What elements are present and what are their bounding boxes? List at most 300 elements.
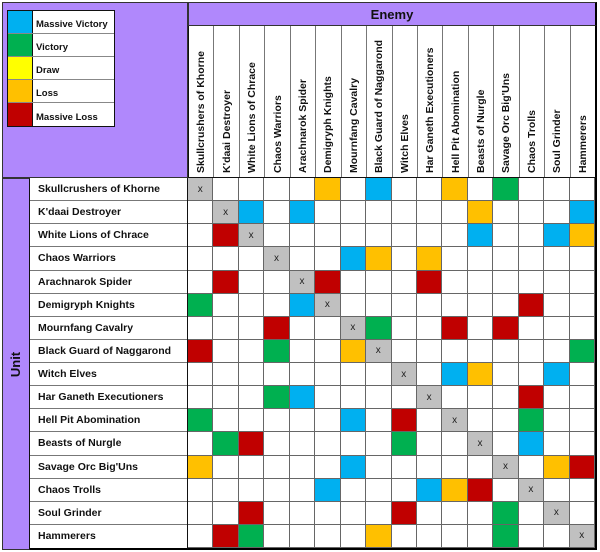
matchup-cell	[239, 502, 264, 525]
matchup-cell	[417, 502, 442, 525]
legend-swatch	[8, 103, 33, 126]
unit-row-header: Savage Orc Big'Uns	[30, 456, 187, 479]
matchup-cell	[493, 409, 518, 432]
matchup-cell	[290, 178, 315, 201]
unit-row-header: Mournfang Cavalry	[30, 317, 187, 340]
legend	[7, 10, 115, 127]
matchup-cell	[290, 479, 315, 502]
matchup-cell	[188, 340, 213, 363]
matchup-cell	[315, 502, 340, 525]
matchup-cell: x	[264, 247, 289, 270]
matchup-cell	[290, 317, 315, 340]
matchup-cell	[366, 201, 391, 224]
enemy-column-label: Hell Pit Abomination	[449, 70, 462, 173]
matchup-cell	[315, 201, 340, 224]
enemy-column-label: Soul Grinder	[551, 109, 564, 173]
matchup-cell	[188, 271, 213, 294]
matchup-cell	[213, 247, 238, 270]
matchup-cell	[188, 294, 213, 317]
matchup-cell	[264, 363, 289, 386]
matchup-cell	[392, 432, 417, 455]
matchup-cell	[315, 224, 340, 247]
matchup-cell	[468, 409, 493, 432]
unit-row-header: Chaos Trolls	[30, 479, 187, 502]
matchup-cell	[544, 201, 569, 224]
matchup-cell	[392, 294, 417, 317]
matchup-cell	[341, 479, 366, 502]
matchup-cell	[239, 178, 264, 201]
matchup-cell	[493, 502, 518, 525]
matchup-cell	[366, 386, 391, 409]
enemy-column-header	[290, 26, 315, 177]
matchup-cell	[442, 271, 467, 294]
matchup-cell	[544, 317, 569, 340]
matchup-cell	[468, 271, 493, 294]
matchup-cell	[366, 525, 391, 548]
matchup-cell	[239, 386, 264, 409]
matchup-cell	[519, 409, 544, 432]
matchup-cell	[544, 456, 569, 479]
matchup-cell	[519, 432, 544, 455]
unit-row-header: K'daai Destroyer	[30, 201, 187, 224]
matchup-cell	[442, 317, 467, 340]
matchup-cell	[519, 502, 544, 525]
matchup-cell	[341, 525, 366, 548]
enemy-column-label: Black Guard of Naggarond	[373, 39, 386, 173]
matchup-cell	[442, 294, 467, 317]
unit-row-header: Chaos Warriors	[30, 247, 187, 270]
legend-label: Massive Loss	[36, 112, 98, 123]
matchup-cell	[188, 201, 213, 224]
matchup-cell	[213, 456, 238, 479]
unit-row-header: Skullcrushers of Khorne	[30, 178, 187, 201]
matchup-cell	[315, 409, 340, 432]
matchup-cell	[188, 456, 213, 479]
matchup-cell	[570, 201, 595, 224]
matchup-cell	[519, 363, 544, 386]
legend-label: Massive Victory	[36, 19, 108, 30]
matchup-cell	[468, 456, 493, 479]
matchup-cell	[264, 502, 289, 525]
matchup-cell	[442, 178, 467, 201]
matchup-cell	[570, 456, 595, 479]
matchup-cell	[264, 525, 289, 548]
matchup-cell	[392, 386, 417, 409]
matchup-cell	[366, 271, 391, 294]
enemy-column-headers	[188, 26, 597, 178]
matchup-cell	[188, 502, 213, 525]
legend-item	[8, 11, 114, 34]
matchup-cell	[392, 340, 417, 363]
matchup-cell	[417, 456, 442, 479]
legend-swatch	[8, 80, 33, 102]
legend-item	[8, 34, 114, 57]
matchup-cell: x	[417, 386, 442, 409]
matchup-cell	[442, 432, 467, 455]
matchup-cell	[417, 409, 442, 432]
enemy-column-header	[493, 26, 518, 177]
matchup-cell	[315, 363, 340, 386]
enemy-column-header	[468, 26, 493, 177]
matchup-cell	[239, 479, 264, 502]
enemy-axis-title: Enemy	[188, 2, 597, 26]
matchup-cell	[315, 340, 340, 363]
matchup-grid	[188, 178, 597, 550]
matchup-cell	[341, 432, 366, 455]
legend-swatch	[8, 34, 33, 56]
matchup-cell	[519, 340, 544, 363]
matchup-cell	[366, 432, 391, 455]
matchup-cell	[264, 456, 289, 479]
matchup-cell	[493, 224, 518, 247]
enemy-column-label: Chaos Warriors	[271, 95, 284, 173]
matchup-cell	[493, 294, 518, 317]
matchup-cell	[417, 340, 442, 363]
matchup-cell	[392, 525, 417, 548]
matchup-cell	[315, 271, 340, 294]
matchup-cell	[442, 201, 467, 224]
matchup-cell	[290, 456, 315, 479]
unit-axis-label: Unit	[8, 351, 24, 377]
enemy-column-label: Demigryph Knights	[322, 76, 335, 173]
matchup-cell	[417, 479, 442, 502]
matchup-cell	[392, 201, 417, 224]
matchup-cell	[468, 201, 493, 224]
legend-swatch	[8, 57, 33, 79]
matchup-cell	[544, 247, 569, 270]
matchup-cell	[315, 456, 340, 479]
matchup-cell	[392, 247, 417, 270]
enemy-column-header	[392, 26, 417, 177]
matchup-cell	[544, 340, 569, 363]
enemy-column-header	[570, 26, 595, 177]
matchup-cell	[468, 247, 493, 270]
matchup-cell	[264, 409, 289, 432]
matchup-cell	[315, 178, 340, 201]
matchup-cell: x	[213, 201, 238, 224]
matchup-cell	[341, 363, 366, 386]
matchup-cell	[468, 317, 493, 340]
matchup-cell	[442, 525, 467, 548]
enemy-column-header	[366, 26, 391, 177]
matchup-cell	[468, 479, 493, 502]
matchup-cell	[417, 432, 442, 455]
matchup-cell	[468, 525, 493, 548]
matchup-cell	[264, 224, 289, 247]
matchup-cell	[519, 317, 544, 340]
matchup-cell	[417, 294, 442, 317]
unit-row-header: Black Guard of Naggarond	[30, 340, 187, 363]
matchup-cell	[544, 294, 569, 317]
matchup-cell	[264, 386, 289, 409]
matchup-cell	[239, 247, 264, 270]
matchup-cell	[417, 271, 442, 294]
matchup-cell	[341, 456, 366, 479]
enemy-column-header	[239, 26, 264, 177]
matchup-cell	[417, 224, 442, 247]
matchup-cell	[493, 201, 518, 224]
matchup-cell	[493, 247, 518, 270]
matchup-cell	[341, 271, 366, 294]
matchup-cell	[544, 178, 569, 201]
matchup-cell	[290, 247, 315, 270]
matchup-cell	[213, 224, 238, 247]
matchup-cell	[213, 317, 238, 340]
matchup-cell	[290, 409, 315, 432]
matchup-cell: x	[544, 502, 569, 525]
matchup-cell	[392, 224, 417, 247]
matchup-cell	[264, 340, 289, 363]
matchup-cell	[213, 479, 238, 502]
matchup-cell: x	[392, 363, 417, 386]
unit-row-header: Hammerers	[38, 530, 96, 543]
matchup-cell	[239, 525, 264, 548]
enemy-column-label: Beasts of Nurgle	[475, 89, 488, 173]
unit-row-header: Demigryph Knights	[30, 294, 187, 317]
matchup-cell	[519, 525, 544, 548]
legend-item	[8, 103, 114, 126]
enemy-column-label: Chaos Trolls	[525, 109, 538, 173]
matchup-cell	[544, 224, 569, 247]
matchup-cell	[213, 386, 238, 409]
matchup-cell	[290, 224, 315, 247]
matchup-cell	[366, 363, 391, 386]
matchup-cell	[290, 363, 315, 386]
matchup-cell	[493, 386, 518, 409]
matchup-cell	[213, 432, 238, 455]
enemy-column-label: K'daai Destroyer	[220, 89, 233, 173]
unit-row-header: Soul Grinder	[30, 502, 187, 525]
matchup-cell	[366, 479, 391, 502]
enemy-column-label: Witch Elves	[398, 114, 411, 173]
matchup-cell	[239, 294, 264, 317]
matchup-cell	[188, 409, 213, 432]
matchup-cell	[544, 271, 569, 294]
matchup-cell	[519, 271, 544, 294]
matchup-cell	[392, 456, 417, 479]
matchup-cell: x	[239, 224, 264, 247]
matchup-cell	[442, 224, 467, 247]
legend-item	[8, 80, 114, 103]
matchup-cell	[188, 224, 213, 247]
matchup-cell	[290, 502, 315, 525]
matchup-cell	[570, 479, 595, 502]
matchup-cell	[239, 340, 264, 363]
matchup-cell	[570, 224, 595, 247]
matchup-cell	[315, 525, 340, 548]
unit-row-header: Har Ganeth Executioners	[30, 386, 187, 409]
matchup-cell	[493, 479, 518, 502]
matchup-cell	[493, 363, 518, 386]
matchup-cell	[290, 386, 315, 409]
matchup-cell	[468, 340, 493, 363]
matchup-cell	[468, 386, 493, 409]
matchup-cell: x	[442, 409, 467, 432]
matchup-cell	[341, 386, 366, 409]
enemy-column-header	[315, 26, 340, 177]
matchup-cell	[341, 340, 366, 363]
matchup-cell	[493, 340, 518, 363]
unit-axis-title	[2, 178, 30, 550]
enemy-column-header	[213, 26, 238, 177]
matchup-cell	[519, 247, 544, 270]
matchup-cell	[264, 432, 289, 455]
matchup-cell	[213, 271, 238, 294]
matchup-cell: x	[315, 294, 340, 317]
matchup-cell	[213, 340, 238, 363]
matchup-cell	[315, 386, 340, 409]
matchup-cell	[468, 178, 493, 201]
enemy-column-header	[417, 26, 442, 177]
matchup-cell	[366, 409, 391, 432]
matchup-cell: x	[290, 271, 315, 294]
matchup-cell	[519, 178, 544, 201]
matchup-cell	[544, 409, 569, 432]
matchup-cell	[442, 479, 467, 502]
enemy-column-header	[442, 26, 467, 177]
matchup-cell	[341, 294, 366, 317]
legend-label: Victory	[36, 42, 69, 53]
matchup-cell	[570, 340, 595, 363]
matchup-cell	[570, 409, 595, 432]
matchup-cell	[239, 271, 264, 294]
matchup-cell	[315, 317, 340, 340]
matchup-cell	[392, 502, 417, 525]
matchup-cell	[519, 224, 544, 247]
matchup-cell	[519, 201, 544, 224]
enemy-column-label: White Lions of Chrace	[246, 62, 259, 173]
matchup-cell	[417, 178, 442, 201]
matchup-cell	[468, 363, 493, 386]
matchup-cell	[468, 224, 493, 247]
matchup-cell	[290, 340, 315, 363]
matchup-cell	[392, 178, 417, 201]
matchup-cell	[493, 271, 518, 294]
enemy-column-header	[264, 26, 289, 177]
matchup-cell	[213, 178, 238, 201]
matchup-cell	[392, 479, 417, 502]
enemy-column-label: Arachnarok Spider	[296, 79, 309, 173]
matchup-cell	[239, 432, 264, 455]
matchup-cell	[468, 502, 493, 525]
unit-row-header: White Lions of Chrace	[30, 224, 187, 247]
matchup-cell	[239, 409, 264, 432]
matchup-cell	[442, 456, 467, 479]
matchup-cell	[570, 363, 595, 386]
matchup-cell	[315, 479, 340, 502]
matchup-cell	[188, 479, 213, 502]
matchup-cell	[213, 525, 238, 548]
matchup-cell	[442, 363, 467, 386]
matchup-cell	[239, 456, 264, 479]
matchup-cell	[544, 479, 569, 502]
matchup-cell	[493, 432, 518, 455]
matchup-cell	[341, 409, 366, 432]
matchup-cell	[213, 294, 238, 317]
enemy-column-label: Skullcrushers of Khorne	[195, 51, 208, 173]
matchup-cell	[493, 178, 518, 201]
matchup-cell	[264, 178, 289, 201]
enemy-column-label: Mournfang Cavalry	[347, 77, 360, 173]
unit-row-header: Arachnarok Spider	[30, 271, 187, 294]
matchup-cell	[366, 456, 391, 479]
matchup-cell	[570, 294, 595, 317]
enemy-column-header	[544, 26, 569, 177]
matchup-cell	[392, 317, 417, 340]
matchup-cell	[341, 224, 366, 247]
matchup-cell	[442, 386, 467, 409]
matchup-cell	[366, 224, 391, 247]
matchup-cell	[417, 363, 442, 386]
matchup-cell	[544, 363, 569, 386]
matchup-cell	[188, 386, 213, 409]
matchup-cell	[239, 317, 264, 340]
matchup-cell	[341, 178, 366, 201]
matchup-cell	[570, 432, 595, 455]
matchup-cell: x	[570, 525, 595, 548]
matchup-cell	[264, 294, 289, 317]
matchup-cell	[544, 432, 569, 455]
matchup-cell	[341, 247, 366, 270]
matchup-cell	[239, 201, 264, 224]
matchup-cell: x	[341, 317, 366, 340]
matchup-cell	[442, 247, 467, 270]
matchup-cell	[315, 247, 340, 270]
matchup-cell	[417, 525, 442, 548]
legend-label: Loss	[36, 88, 59, 99]
enemy-column-label: Savage Orc Big'Uns	[500, 73, 513, 173]
legend-item	[8, 57, 114, 80]
matchup-cell	[264, 317, 289, 340]
matchup-cell: x	[188, 178, 213, 201]
matchup-cell: x	[468, 432, 493, 455]
matchup-cell	[417, 201, 442, 224]
matchup-cell	[366, 294, 391, 317]
matchup-cell	[188, 525, 213, 548]
matchup-cell	[442, 340, 467, 363]
matchup-cell	[213, 363, 238, 386]
matchup-cell	[392, 409, 417, 432]
matchup-cell	[468, 294, 493, 317]
matchup-cell	[290, 432, 315, 455]
matchup-cell	[442, 502, 467, 525]
matchup-cell	[264, 479, 289, 502]
matchup-cell	[417, 247, 442, 270]
matchup-cell	[366, 502, 391, 525]
matchup-cell: x	[519, 479, 544, 502]
legend-label: Draw	[36, 65, 60, 76]
enemy-column-header	[341, 26, 366, 177]
enemy-column-header	[519, 26, 544, 177]
matchup-cell	[188, 432, 213, 455]
matchup-cell	[570, 502, 595, 525]
matchup-cell	[366, 178, 391, 201]
unit-row-header: Witch Elves	[30, 363, 187, 386]
matchup-cell	[315, 432, 340, 455]
matchup-cell	[544, 386, 569, 409]
matchup-cell	[290, 294, 315, 317]
matchup-cell	[570, 247, 595, 270]
matchup-cell	[264, 271, 289, 294]
matchup-cell	[493, 317, 518, 340]
matchup-cell	[417, 317, 442, 340]
enemy-column-header	[188, 26, 213, 177]
matchup-cell	[519, 294, 544, 317]
matchup-cell	[290, 525, 315, 548]
matchup-cell	[519, 386, 544, 409]
matchup-cell	[366, 317, 391, 340]
unit-row-header: Beasts of Nurgle	[30, 432, 187, 455]
